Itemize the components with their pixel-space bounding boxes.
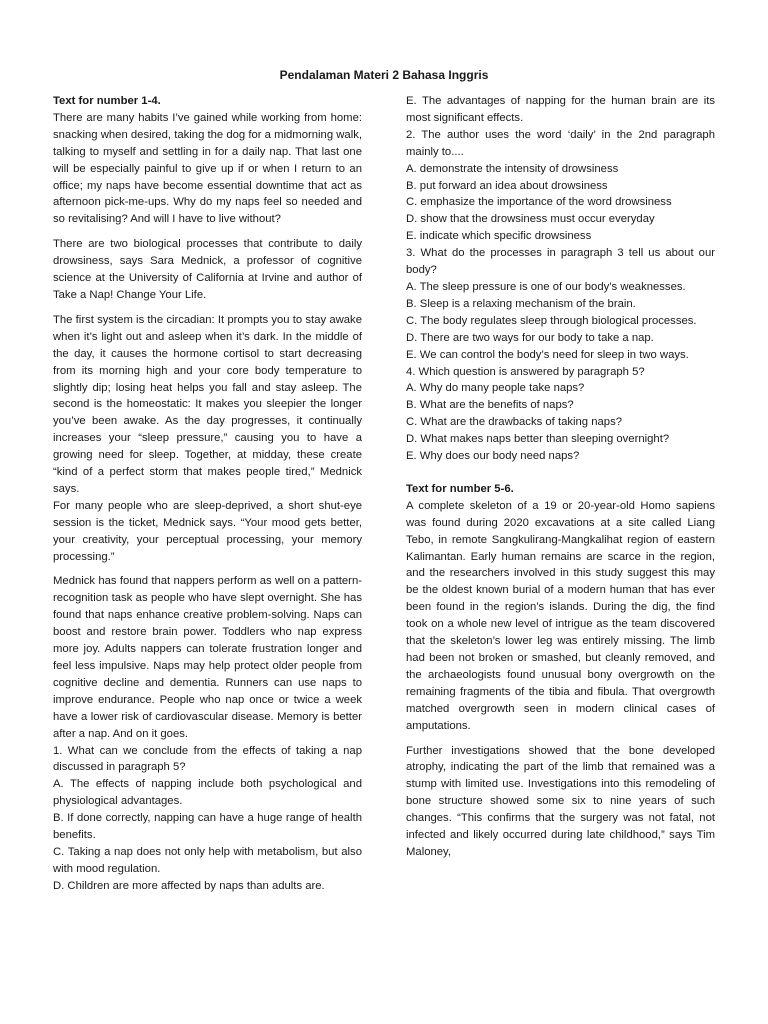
paragraph-4: For many people who are sleep-deprived, a short shut-eye session is the ticket, Mednick says. “Your mood gets better, your creativity, your perceptual processing, your memory processing.” [53, 499, 362, 563]
text-heading-5-6: Text for number 5-6. [406, 482, 514, 495]
question-4: 4. Which question is answered by paragraph 5? [406, 365, 645, 378]
question-1-option-d: D. Children are more affected by naps than adults are. [53, 879, 325, 892]
question-2-option-c: C. emphasize the importance of the word drowsiness [406, 196, 672, 209]
text-heading-1-4: Text for number 1-4. [53, 95, 161, 107]
paragraph-5: Mednick has found that nappers perform as well on a pattern-recognition task as people who have slept overnight. She has found that naps enhance creative problem-solving. Naps can boost and restore brain power. Toddlers who nap express more joy. Adults nappers can tolerate frustration longer and feel less impulsive. Naps may help protect older people from cognitive decline and dementia. Runners can use naps to improve endurance. People who nap once or twice a week have a lower risk of cardiovascular disease. Memory is better after a nap. And on it goes. [53, 575, 362, 740]
paragraph-3: The first system is the circadian: It prompts you to stay awake when it’s light out and asleep when it’s dark. In the middle of the day, it causes the hormone cortisol to start decreasing from its morning high and your core body temperature to slightly dip; losing heat helps you fall and stay asleep. The second is the homeostatic: It makes you sleepier the longer you’ve been awake. As the day progresses, it continually increases your “sleep pressure,” causing you to have a growing need for sleep. Together, at midday, these create “kind of a perfect storm that makes people tired,” Mednick says. [53, 313, 362, 495]
question-3-option-a: A. The sleep pressure is one of our body’s weaknesses. [406, 280, 686, 293]
question-1-option-c: C. Taking a nap does not only help with metabolism, but also with mood regulation. [53, 845, 362, 875]
question-2-option-a: A. demonstrate the intensity of drowsiness [406, 162, 619, 175]
question-3-option-e: E. We can control the body’s need for sleep in two ways. [406, 348, 689, 361]
question-4-option-b: B. What are the benefits of naps? [406, 399, 574, 412]
question-2: 2. The author uses the word ‘daily’ in the 2nd paragraph mainly to.... [406, 128, 715, 158]
question-4-option-d: D. What makes naps better than sleeping overnight? [406, 433, 670, 446]
right-column [406, 93, 715, 861]
question-2-option-b: B. put forward an idea about drowsiness [406, 179, 608, 192]
question-3-option-b: B. Sleep is a relaxing mechanism of the brain. [406, 297, 636, 310]
question-3-option-c: C. The body regulates sleep through biological processes. [406, 314, 697, 327]
question-3-option-d: D. There are two ways for our body to take a nap. [406, 331, 654, 344]
question-3: 3. What do the processes in paragraph 3 tell us about our body? [406, 247, 715, 277]
paragraph-1: There are many habits I’ve gained while working from home: snacking when desired, taking the dog for a midmorning walk, talking to myself and settling in for a daily nap. That last one will be especially painful to give up if or when I return to an office; my naps have become essential downtime that act as afternoon pick-me-ups. Why do my naps feel so needed and so revitalising? And will I have to live without? [53, 111, 362, 226]
question-1: 1. What can we conclude from the effects of taking a nap discussed in paragraph 5? [53, 744, 362, 774]
left-column [53, 93, 362, 895]
question-4-option-e: E. Why does our body need naps? [406, 450, 580, 463]
page-title: Pendalaman Materi 2 Bahasa Inggris [279, 68, 489, 82]
paragraph-2: There are two biological processes that contribute to daily drowsiness, says Sara Mednick, a professor of cognitive science at the University of California at Irvine and author of Take a Nap! Change Your Life. [53, 238, 362, 301]
question-2-option-d: D. show that the drowsiness must occur everyday [406, 213, 655, 226]
paragraph-text2-2: Further investigations showed that the bone developed atrophy, indicating the part of the limb that remained was a stump with limited use. Investigations into this remodeling of bone structure showed some six to nine years of such changes. “This confirms that the surgery was not fatal, not infected and likely occurred during late childhood,” says Tim Maloney, [406, 744, 715, 858]
paragraph-text2-1: A complete skeleton of a 19 or 20-year-old Homo sapiens was found during 2020 excavations at a site called Liang Tebo, in remote Sangkulirang-Mangkalihat region of eastern Kalimantan. Early human remains are scarce in the region, and the researchers involved in this study suggest this may be the oldest known burial of a modern human that has ever been found in the region’s islands. During the dig, the find took on a whole new level of intrigue as the team discovered that the skeleton’s lower leg was entirely missing. The limb had been not broken or smashed, but cleanly removed, and the archaeologists found unusual bony overgrowth on the remaining fragments of the tibia and fibula. That overgrowth matched overgrowth seen in modern clinical cases of amputations. [406, 499, 715, 732]
question-1-option-a: A. The effects of napping include both psychological and physiological advantages. [53, 778, 362, 808]
question-1-option-e: E. The advantages of napping for the human brain are its most significant effects. [406, 95, 715, 124]
question-1-option-b: B. If done correctly, napping can have a huge range of health benefits. [53, 812, 362, 842]
question-4-option-a: A. Why do many people take naps? [406, 382, 585, 395]
question-4-option-c: C. What are the drawbacks of taking naps? [406, 416, 623, 429]
question-2-option-e: E. indicate which specific drowsiness [406, 230, 592, 243]
